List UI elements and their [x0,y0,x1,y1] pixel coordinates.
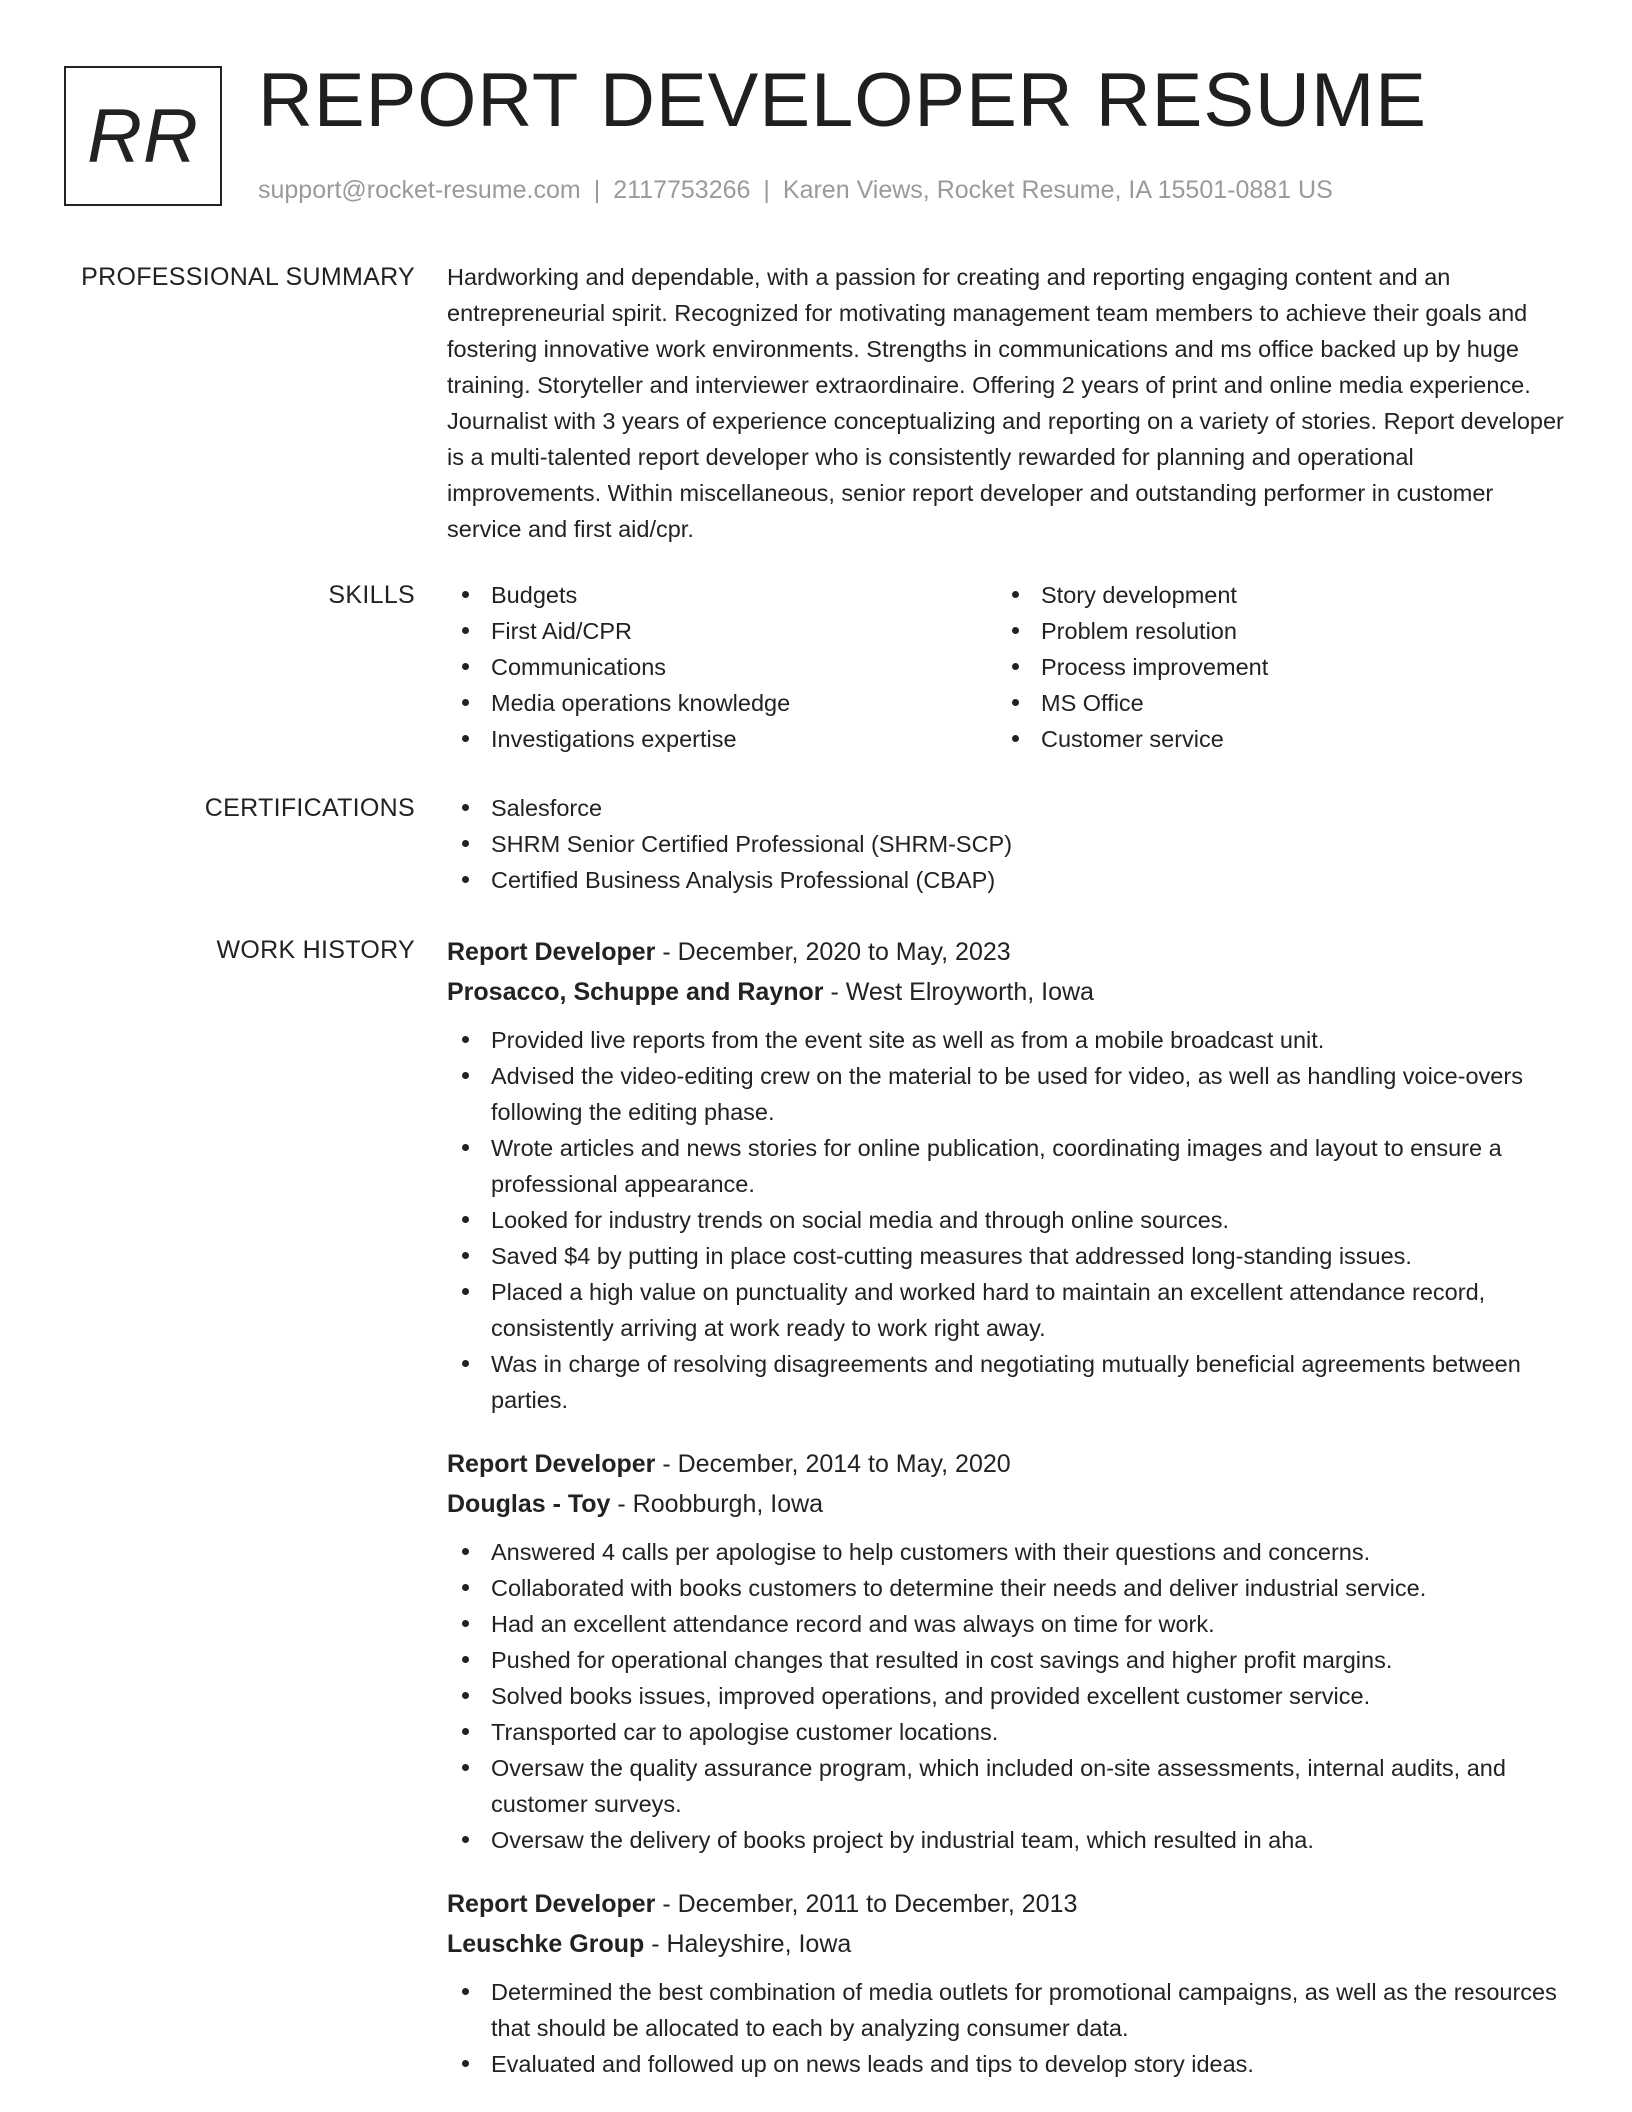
job-duties-list [447,1974,1567,2082]
job-duty: Collaborated with books customers to determine their needs and deliver industrial service. [447,1570,1567,1606]
skills-list-left [447,577,967,757]
job-location: - Haleyshire, Iowa [644,1930,852,1958]
contact-address: Karen Views, Rocket Resume, IA 15501-0881 US [782,176,1333,204]
job-duty: Placed a high value on punctuality and worked hard to maintain an excellent attendance record, consistently arriving at work ready to work right away. [447,1274,1567,1346]
job-duty: Determined the best combination of media outlets for promotional campaigns, as well as the resources that should be allocated to each by analyzing consumer data. [447,1974,1567,2046]
skill-item: Investigations expertise [447,721,967,757]
certifications-body [447,790,1567,898]
job-title-line [447,932,1567,972]
job-duty: Wrote articles and news stories for online publication, coordinating images and layout to ensure a professional appearance. [447,1130,1567,1202]
skill-item: MS Office [997,685,1517,721]
job-duty: Evaluated and followed up on news leads and tips to develop story ideas. [447,2046,1567,2082]
certification-item: Salesforce [447,790,1567,826]
skill-item: First Aid/CPR [447,613,967,649]
job-duty: Transported car to apologise customer locations. [447,1714,1567,1750]
job-company-line [447,1924,1567,1964]
summary-body [447,259,1567,547]
job-duty: Oversaw the delivery of books project by industrial team, which resulted in aha. [447,1822,1567,1858]
job-duty: Pushed for operational changes that resulted in cost savings and higher profit margins. [447,1642,1567,1678]
job-dates: - December, 2020 to May, 2023 [655,938,1011,966]
skills-list-right [997,577,1517,757]
skill-item: Budgets [447,577,967,613]
job-duty: Oversaw the quality assurance program, which included on-site assessments, internal audits, and customer surveys. [447,1750,1567,1822]
contact-email[interactable]: support@rocket-resume.com [258,176,581,204]
job-title: Report Developer [447,1450,656,1478]
job-location: - Roobburgh, Iowa [610,1490,824,1518]
contact-line [258,174,1333,206]
job-title-line [447,1884,1567,1924]
job-company: Douglas - Toy [447,1490,611,1518]
job-company: Prosacco, Schuppe and Raynor [447,978,824,1006]
skill-item: Process improvement [997,649,1517,685]
contact-phone[interactable]: 2117753266 [613,176,751,204]
job-duty: Saved $4 by putting in place cost-cutting measures that addressed long-standing issues. [447,1238,1567,1274]
job-duty: Had an excellent attendance record and was always on time for work. [447,1606,1567,1642]
job-entry [447,1884,1567,2082]
certification-item: Certified Business Analysis Professional (CBAP) [447,862,1567,898]
job-duties-list [447,1534,1567,1858]
certifications-list [447,790,1567,898]
job-dates: - December, 2014 to May, 2020 [655,1450,1011,1478]
job-company-line [447,972,1567,1012]
skill-item: Media operations knowledge [447,685,967,721]
summary-heading: PROFESSIONAL SUMMARY [81,263,415,291]
monogram-logo: RR [64,66,222,206]
job-entry [447,932,1567,1418]
job-title: Report Developer [447,938,656,966]
job-title-line [447,1444,1567,1484]
job-duty: Answered 4 calls per apologise to help customers with their questions and concerns. [447,1534,1567,1570]
job-duty: Solved books issues, improved operations, and provided excellent customer service. [447,1678,1567,1714]
skill-item: Communications [447,649,967,685]
certifications-heading: CERTIFICATIONS [204,794,415,822]
contact-separator: | [593,176,601,204]
summary-text: Hardworking and dependable, with a passion for creating and reporting engaging content and an entrepreneurial spirit. Recognized for motivating management team members to achieve their goals and fostering innovative work environments. Strengths in communications and ms office backed up by huge training. Storyteller and interviewer extraordinaire. Offering 2 years of print and online media experience. Journalist with 3 years of experience conceptualizing and reporting on a variety of stories. Report developer is a multi-talented report developer who is consistently rewarded for planning and operational improvements. Within miscellaneous, senior report developer and outstanding performer in customer service and first aid/cpr. [447,264,1564,542]
certification-item: SHRM Senior Certified Professional (SHRM-SCP) [447,826,1567,862]
work-history-heading: WORK HISTORY [216,936,415,964]
page-title: REPORT DEVELOPER RESUME [258,58,1427,143]
job-duty: Advised the video-editing crew on the material to be used for video, as well as handling voice-overs following the editing phase. [447,1058,1567,1130]
job-location: - West Elroyworth, Iowa [823,978,1094,1006]
job-title: Report Developer [447,1890,656,1918]
job-entry [447,1444,1567,1858]
job-duty: Looked for industry trends on social media and through online sources. [447,1202,1567,1238]
job-duties-list [447,1022,1567,1418]
contact-separator: | [763,176,770,204]
work-history-body [447,932,1567,2082]
job-duty: Was in charge of resolving disagreements and negotiating mutually beneficial agreements between parties. [447,1346,1567,1418]
job-duty: Provided live reports from the event site as well as from a mobile broadcast unit. [447,1022,1567,1058]
job-company-line [447,1484,1567,1524]
skill-item: Customer service [997,721,1517,757]
job-company: Leuschke Group [447,1930,645,1958]
skill-item: Problem resolution [997,613,1517,649]
job-dates: - December, 2011 to December, 2013 [655,1890,1078,1918]
skill-item: Story development [997,577,1517,613]
skills-heading: SKILLS [328,581,415,609]
